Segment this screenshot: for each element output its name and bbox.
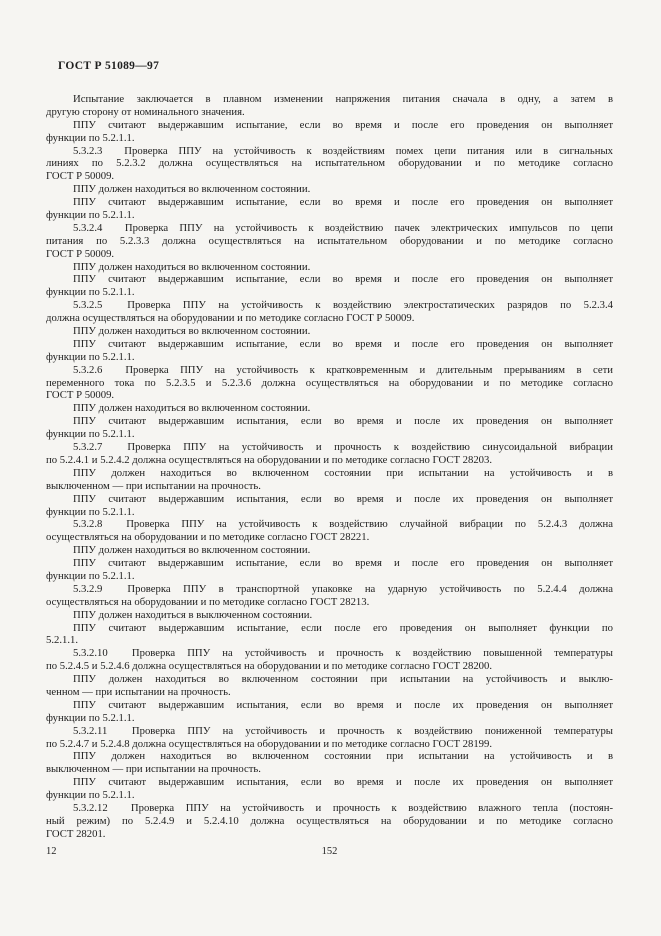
text-line: ППУ считают выдержавшим испытание, если после его проведения он выполняет функции по [73,621,613,634]
document-body [46,93,613,841]
text-line: ГОСТ 28201. [46,827,106,840]
page-number-left: 12 [46,846,57,857]
text-line: по 5.2.4.1 и 5.2.4.2 должна осуществляться на оборудовании и по методике согласно ГОСТ 28203. [46,453,493,466]
text-line: переменного тока по 5.2.3.5 и 5.2.3.6 должна осуществляться на оборудовании и по методике согласно [46,376,613,389]
text-line: 5.3.2.4 Проверка ППУ на устойчивость к воздействию пачек электрических импульсов по цепи [73,221,613,234]
text-line: функции по 5.2.1.1. [46,505,135,518]
text-line: ППУ должен находиться во включенном состоянии при испытании на устойчивость и выклю- [73,673,613,686]
text-line: ченном — при испытании на прочность. [46,685,231,698]
text-line: ный режим) по 5.2.4.9 и 5.2.4.10 должна осуществляться на оборудовании и по методике согласно [46,814,613,827]
text-line: выключенном — при испытании на прочность. [46,479,261,492]
text-line: 5.2.1.1. [46,634,79,647]
text-line: ППУ должен находиться во включенном состоянии при испытании на устойчивость и в [73,466,613,479]
text-line: ГОСТ Р 50009. [46,389,115,402]
standard-code-header: ГОСТ Р 51089—97 [58,60,160,72]
text-line: 5.3.2.6 Проверка ППУ на устойчивость к кратковременным и длительным прерываниям в сети [73,363,613,376]
text-line: 5.3.2.7 Проверка ППУ на устойчивость и прочность к воздействию синусоидальной вибрации [73,441,613,454]
text-line: по 5.2.4.5 и 5.2.4.6 должна осуществляться на оборудовании и по методике согласно ГОСТ 28200. [46,660,493,673]
text-line: ППУ должен находиться во включенном состоянии. [73,260,311,273]
text-line: 5.3.2.9 Проверка ППУ в транспортной упаковке на ударную устойчивость по 5.2.4.4 должна [73,582,613,595]
page-number-center: 152 [321,846,338,857]
text-line: 5.3.2.11 Проверка ППУ на устойчивость и прочность к воздействию пониженной температуры [73,724,613,737]
text-line: функции по 5.2.1.1. [46,711,135,724]
page-footer [46,845,613,859]
text-line: функции по 5.2.1.1. [46,286,135,299]
text-line: ППУ считают выдержавшим испытание, если во время и после его проведения он выполняет [73,118,613,131]
text-line: ППУ должен находиться во включенном состоянии при испытании на устойчивость и в [73,750,613,763]
text-line: другую сторону от номинального значения. [46,105,245,118]
text-line: должна осуществляться на оборудовании и по методике согласно ГОСТ Р 50009. [46,312,415,325]
text-line: ППУ считают выдержавшим испытание, если во время и после его проведения он выполняет [73,196,613,209]
text-line: функции по 5.2.1.1. [46,209,135,222]
text-line: осуществляться на оборудовании и по методике согласно ГОСТ 28221. [46,531,370,544]
text-line: Испытание заключается в плавном изменении напряжения питания сначала в одну, а затем в [73,93,613,105]
text-line: ППУ должен находиться в выключенном состоянии. [73,608,313,621]
text-line: линиях по 5.2.3.2 должна осуществляться на испытательном оборудовании и по методике согласно [46,157,613,170]
text-line: ППУ считают выдержавшим испытание, если во время и после его проведения он выполняет [73,337,613,350]
text-line: ППУ должен находиться во включенном состоянии. [73,544,311,557]
text-line: 5.3.2.12 Проверка ППУ на устойчивость и прочность к воздействию влажного тепла (постоян- [73,801,613,814]
text-line: 5.3.2.10 Проверка ППУ на устойчивость и прочность к воздействию повышенной температуры [73,647,613,660]
text-line: 5.3.2.3 Проверка ППУ на устойчивость к воздействиям помех цепи питания или в сигнальных [73,144,613,157]
text-line: ППУ должен находиться во включенном состоянии. [73,402,311,415]
text-line: ГОСТ Р 50009. [46,247,115,260]
text-line: питания по 5.2.3.3 должна осуществляться на испытательном оборудовании и по методике согласно [46,234,613,247]
text-line: ППУ считают выдержавшим испытание, если во время и после его проведения он выполняет [73,273,613,286]
text-line: выключенном — при испытании на прочность. [46,763,261,776]
text-line: ППУ считают выдержавшим испытания, если во время и после их проведения он выполняет [73,776,613,789]
text-line: функции по 5.2.1.1. [46,569,135,582]
text-line: ППУ считают выдержавшим испытания, если во время и после их проведения он выполняет [73,698,613,711]
text-line: 5.3.2.8 Проверка ППУ на устойчивость к воздействию случайной вибрации по 5.2.4.3 должна [73,518,613,531]
text-line: ППУ считают выдержавшим испытания, если во время и после их проведения он выполняет [73,415,613,428]
text-line: ГОСТ Р 50009. [46,170,115,183]
text-line: функции по 5.2.1.1. [46,789,135,802]
text-line: функции по 5.2.1.1. [46,350,135,363]
text-line: ППУ должен находиться во включенном состоянии. [73,183,311,196]
text-line: ППУ считают выдержавшим испытание, если во время и после его проведения он выполняет [73,557,613,570]
text-line: по 5.2.4.7 и 5.2.4.8 должна осуществляться на оборудовании и по методике согласно ГОСТ 28199. [46,737,493,750]
text-line: осуществляться на оборудовании и по методике согласно ГОСТ 28213. [46,595,370,608]
text-line: функции по 5.2.1.1. [46,131,135,144]
text-line: 5.3.2.5 Проверка ППУ на устойчивость к воздействию электростатических разрядов по 5.2.3.4 [73,299,613,312]
text-line: ППУ считают выдержавшим испытания, если во время и после их проведения он выполняет [73,492,613,505]
text-line: функции по 5.2.1.1. [46,428,135,441]
text-line: ППУ должен находиться во включенном состоянии. [73,325,311,338]
